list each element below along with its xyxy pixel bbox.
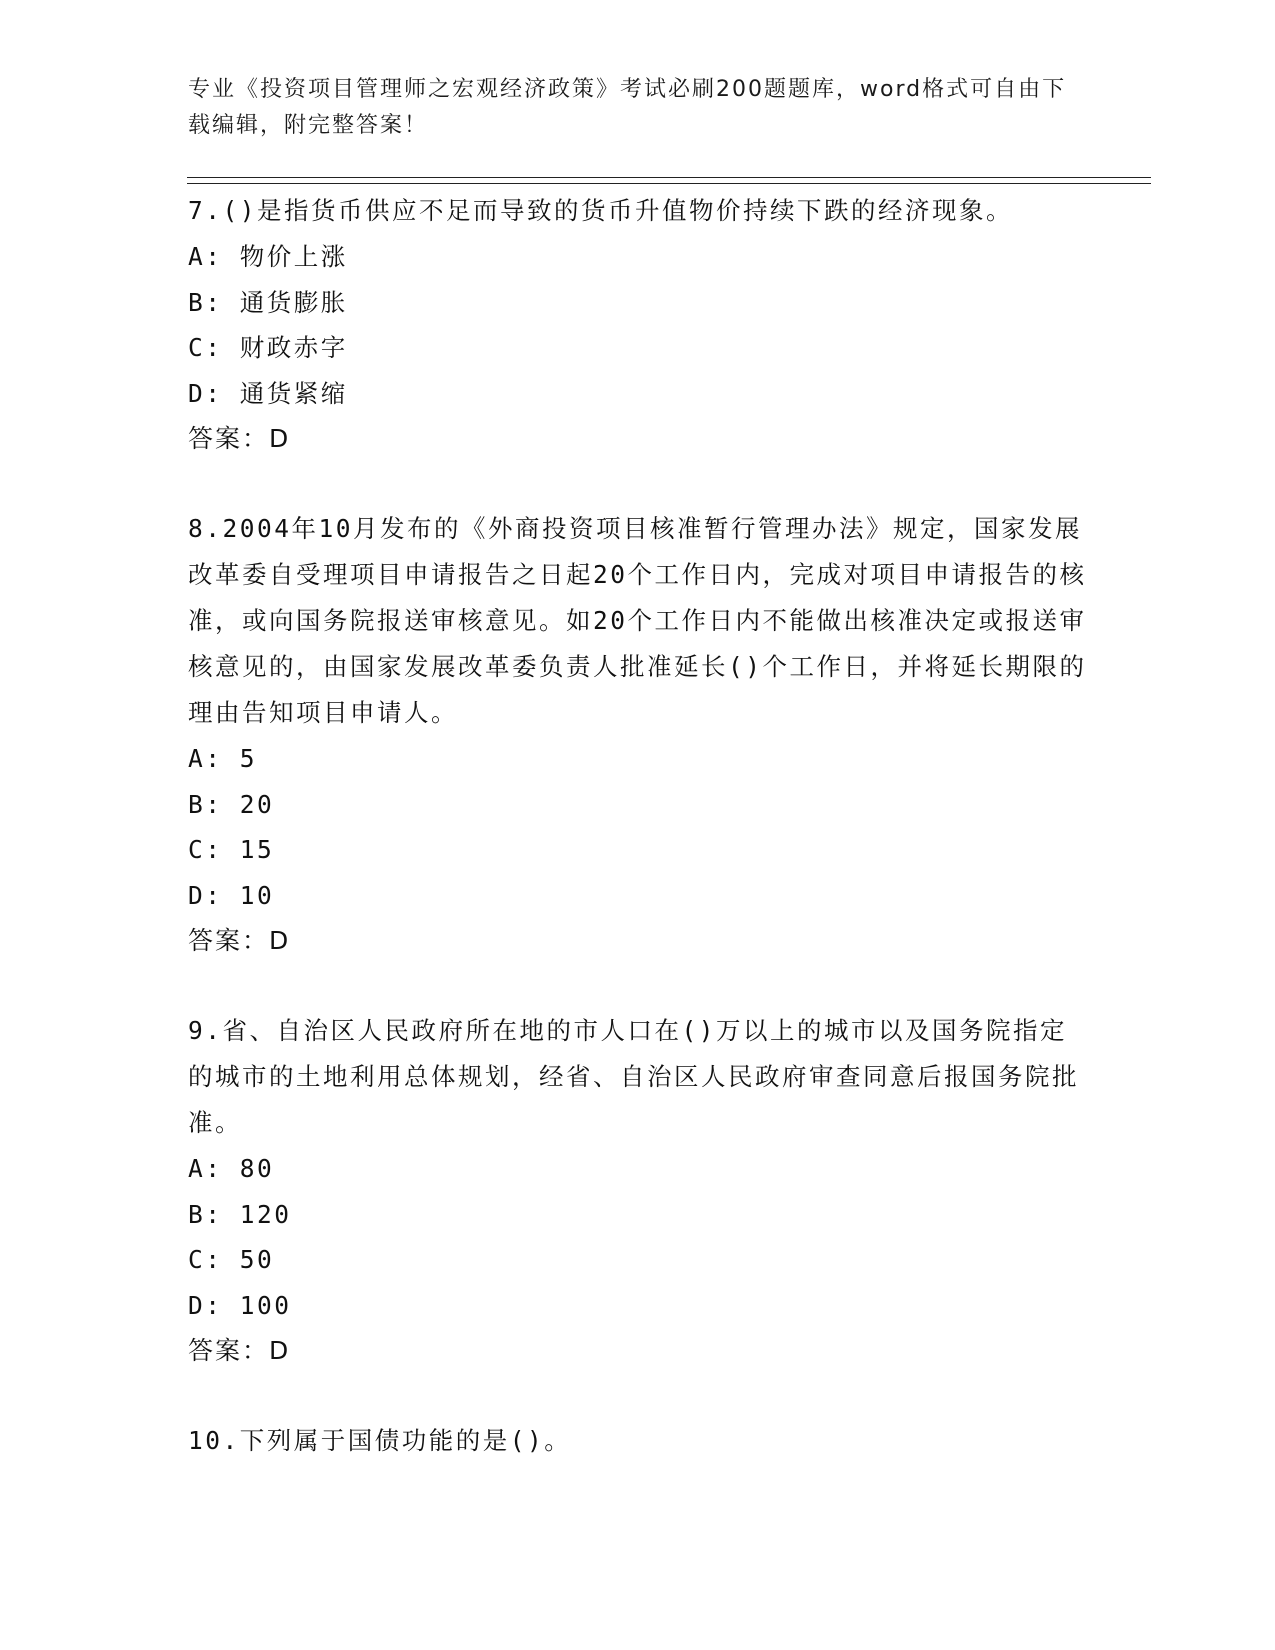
question-list (188, 188, 1088, 1464)
option-c: C: 50 (188, 1245, 275, 1275)
option-c: C: 15 (188, 835, 275, 865)
option-d: D: 通货紧缩 (188, 378, 348, 408)
answer: 答案：D (188, 424, 291, 454)
option-b: B: 20 (188, 789, 275, 819)
option-c: C: 财政赤字 (188, 333, 348, 363)
question-stem: 7.()是指货币供应不足而导致的货币升值物价持续下跌的经济现象。 (188, 196, 1013, 225)
option-b: B: 通货膨胀 (188, 287, 348, 317)
answer: 答案：D (188, 1336, 291, 1366)
question-7 (188, 188, 1088, 462)
header-divider-top (187, 177, 1151, 178)
question-stem: 8.2004年10月发布的《外商投资项目核准暂行管理办法》规定，国家发展改革委自受理项目申请报告之日起20个工作日内，完成对项目申请报告的核准，或向国务院报送审核意见。如20个工作日内不能做出核准决定或报送审核意见的，由国家发展改革委负责人批准延长()个工作日，并将延长期限的理由告知项目申请人。 (188, 513, 1087, 727)
option-a: A: 物价上涨 (188, 242, 348, 271)
option-d: D: 100 (188, 1290, 292, 1320)
question-stem: 9.省、自治区人民政府所在地的市人口在()万以上的城市以及国务院指定的城市的土地利用总体规划，经省、自治区人民政府审查同意后报国务院批准。 (188, 1015, 1079, 1137)
option-a: A: 5 (188, 743, 258, 773)
document-header: 专业《投资项目管理师之宏观经济政策》考试必刷200题题库，word格式可自由下载编辑，附完整答案！ (188, 77, 1067, 138)
question-8 (188, 506, 1088, 964)
option-a: A: 80 (188, 1153, 275, 1183)
answer: 答案：D (188, 926, 291, 956)
question-stem: 10.下列属于国债功能的是()。 (188, 1425, 572, 1455)
question-10 (188, 1418, 1088, 1464)
question-9 (188, 1008, 1088, 1374)
option-d: D: 10 (188, 880, 275, 910)
header-divider-bottom (187, 183, 1151, 184)
option-b: B: 120 (188, 1199, 292, 1229)
